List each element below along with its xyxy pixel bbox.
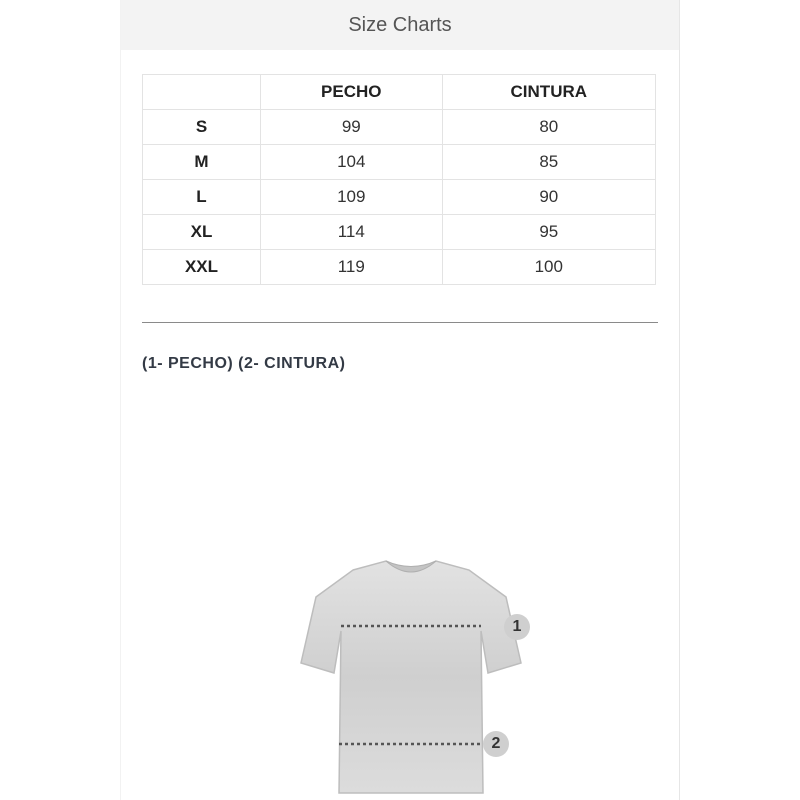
pecho-cell: 104 (261, 145, 443, 180)
cintura-cell: 95 (442, 215, 655, 250)
size-chart-panel (120, 0, 680, 800)
pecho-cell: 119 (261, 250, 443, 285)
chest-marker-badge: 1 (504, 614, 530, 640)
size-cell: L (143, 180, 261, 215)
table-header-row (143, 75, 656, 110)
column-header-cintura: CINTURA (442, 75, 655, 110)
page-title: Size Charts (348, 13, 452, 36)
size-cell: XL (143, 215, 261, 250)
table-row (143, 145, 656, 180)
column-header-pecho: PECHO (261, 75, 443, 110)
size-cell: S (143, 110, 261, 145)
measurement-legend: (1- PECHO) (2- CINTURA) (142, 355, 346, 372)
size-table (142, 74, 656, 285)
size-cell: XXL (143, 250, 261, 285)
size-charts-header (121, 0, 679, 50)
tshirt-diagram (291, 555, 531, 800)
table-row (143, 250, 656, 285)
tshirt-body (301, 561, 521, 793)
cintura-cell: 85 (442, 145, 655, 180)
pecho-cell: 114 (261, 215, 443, 250)
column-header-size (143, 75, 261, 110)
pecho-cell: 109 (261, 180, 443, 215)
cintura-cell: 90 (442, 180, 655, 215)
cintura-cell: 80 (442, 110, 655, 145)
pecho-cell: 99 (261, 110, 443, 145)
table-row (143, 180, 656, 215)
cintura-cell: 100 (442, 250, 655, 285)
table-row (143, 215, 656, 250)
waist-marker-badge: 2 (483, 731, 509, 757)
section-divider (142, 322, 658, 323)
size-cell: M (143, 145, 261, 180)
table-row (143, 110, 656, 145)
